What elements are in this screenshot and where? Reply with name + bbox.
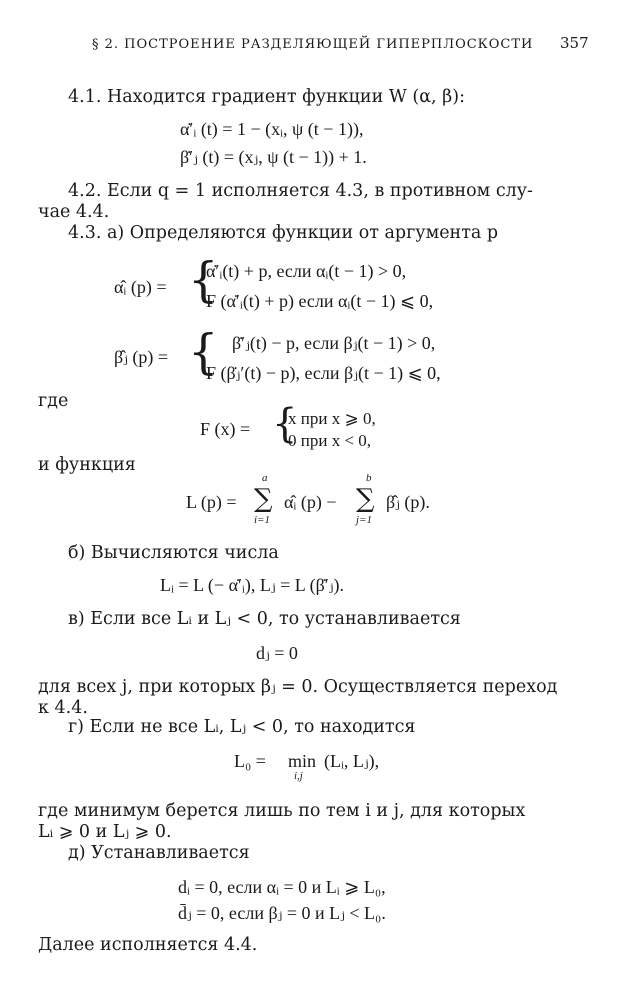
F-case-1: x при x ⩾ 0, <box>288 409 376 428</box>
step-4-2-line-1: 4.2. Если q = 1 исполняется 4.3, в противном слу- <box>68 181 533 201</box>
beta-hat-lhs: β̂ⱼ (p) = <box>114 347 169 367</box>
L-numbers-formula: Lᵢ = L (− α̇′ᵢ), Lⱼ = L (β̇′ⱼ). <box>160 575 344 595</box>
sum-1-body: α̂ᵢ (p) − <box>284 492 337 512</box>
step-4-2-line-2: чае 4.4. <box>38 202 110 222</box>
min-operator: min <box>288 751 317 771</box>
final-line: Далее исполняется 4.4. <box>38 935 258 955</box>
running-title: § 2. ПОСТРОЕНИЕ РАЗДЕЛЯЮЩЕЙ ГИПЕРПЛОСКОСТИ <box>92 37 534 52</box>
gradient-beta-formula: β̇′ⱼ (t) = (xⱼ, ψ (t − 1)) + 1. <box>180 147 367 167</box>
d-j-bar-formula: d̄ⱼ = 0, если βⱼ = 0 и Lⱼ < L₀. <box>178 903 386 923</box>
where-word: где <box>38 391 69 411</box>
sum-2-sign: ∑ <box>356 484 375 514</box>
step-4-3d-line-1: где минимум берется лишь по тем i и j, для которых <box>38 801 526 821</box>
d-j-zero-formula: dⱼ = 0 <box>256 643 298 663</box>
page-number: 357 <box>560 34 589 52</box>
d-i-formula: dᵢ = 0, если αᵢ = 0 и Lᵢ ⩾ L₀, <box>178 877 386 897</box>
step-4-3b-text: б) Вычисляются числа <box>68 543 279 563</box>
sum-2-lower-limit: j=1 <box>356 514 372 526</box>
beta-hat-case-2: F (β̇ⱼ′(t) − p), если βⱼ(t − 1) ⩽ 0, <box>206 363 441 383</box>
step-4-3c-line-1: для всех j, при которых βⱼ = 0. Осуществляется переход <box>38 677 558 697</box>
step-4-3d-line-2: Lᵢ ⩾ 0 и Lⱼ ⩾ 0. <box>38 822 172 842</box>
alpha-hat-case-1: α̇′ᵢ(t) + p, если αᵢ(t − 1) > 0, <box>206 261 407 281</box>
sum-1-upper-limit: a <box>262 472 268 484</box>
min-subscript: i,j <box>294 770 303 782</box>
step-4-3a-text: 4.3. а) Определяются функции от аргумента p <box>68 223 499 243</box>
alpha-hat-case-2: F (α̇′ᵢ(t) + p) если αᵢ(t − 1) ⩽ 0, <box>206 291 434 311</box>
step-4-3d-text: г) Если не все Lᵢ, Lⱼ < 0, то находится <box>68 717 416 737</box>
sum-2-body: β̂ⱼ (p). <box>386 492 430 512</box>
step-4-3c-line-2: к 4.4. <box>38 698 88 718</box>
sum-2-upper-limit: b <box>366 472 372 484</box>
left-brace-alpha: { <box>188 252 219 308</box>
F-case-2: 0 при x < 0, <box>288 431 372 450</box>
left-brace-F: { <box>272 401 298 447</box>
and-function-text: и функция <box>38 455 136 475</box>
gradient-alpha-formula: α̇′ᵢ (t) = 1 − (xᵢ, ψ (t − 1)), <box>180 119 364 139</box>
step-4-3e-text: д) Устанавливается <box>68 843 250 863</box>
L0-rhs: (Lᵢ, Lⱼ), <box>324 751 380 771</box>
F-lhs: F (x) = <box>200 419 251 439</box>
L0-lhs: L₀ = <box>234 751 266 771</box>
step-4-3c-text: в) Если все Lᵢ и Lⱼ < 0, то устанавливается <box>68 609 461 629</box>
alpha-hat-lhs: α̂ᵢ (p) = <box>114 277 167 297</box>
sum-1-lower-limit: i=1 <box>254 514 270 526</box>
left-brace-beta: { <box>188 324 219 380</box>
step-4-1-text: 4.1. Находится градиент функции W (α, β): <box>68 87 465 107</box>
L-lhs: L (p) = <box>186 492 237 512</box>
beta-hat-case-1: β̇′ⱼ(t) − p, если βⱼ(t − 1) > 0, <box>232 333 436 353</box>
sum-1-sign: ∑ <box>254 484 273 514</box>
